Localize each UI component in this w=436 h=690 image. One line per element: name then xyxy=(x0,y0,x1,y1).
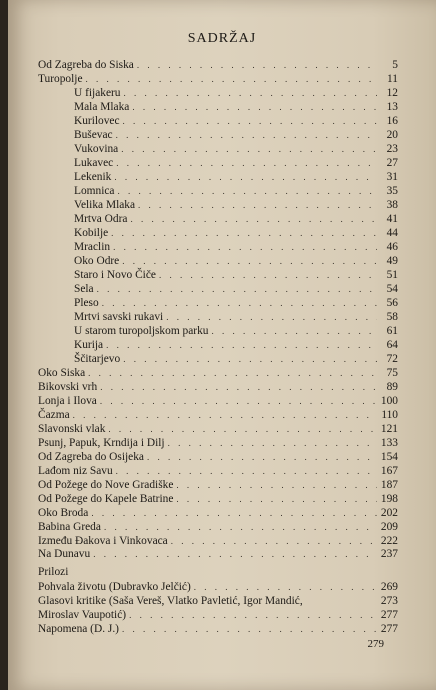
entry-page: 46 xyxy=(386,241,398,253)
entry-page: 133 xyxy=(380,437,398,449)
entry-title: Na Dunavu xyxy=(38,548,91,560)
entry-page: 31 xyxy=(386,171,398,183)
entry-page: 75 xyxy=(386,367,398,379)
toc-entry xyxy=(38,622,398,636)
entry-page: 89 xyxy=(386,381,398,393)
toc-entry xyxy=(38,58,398,72)
entry-page: 58 xyxy=(386,311,398,323)
entry-page: 154 xyxy=(380,451,398,463)
entry-page: 209 xyxy=(380,521,398,533)
entry-title: Sela xyxy=(74,283,94,295)
entry-page: 44 xyxy=(386,227,398,239)
entry-page: 54 xyxy=(386,283,398,295)
toc-subentry xyxy=(74,324,398,338)
toc-subentry xyxy=(74,240,398,254)
toc-subentry xyxy=(74,114,398,128)
leader-dots xyxy=(166,310,377,324)
entry-title: Slavonski vlak xyxy=(38,423,106,435)
entry-title: Od Zagreba do Siska xyxy=(38,59,134,71)
toc-subentry xyxy=(74,100,398,114)
toc-subentry xyxy=(74,212,398,226)
entry-page: 41 xyxy=(386,213,398,225)
entry-page: 13 xyxy=(386,101,398,113)
toc-entry xyxy=(38,547,398,561)
leader-dots xyxy=(114,170,377,184)
leader-dots xyxy=(176,478,377,492)
entry-title: Mrtva Odra xyxy=(74,213,128,225)
leader-dots xyxy=(123,114,377,128)
toc-subentry xyxy=(74,268,398,282)
entry-page: 49 xyxy=(386,255,398,267)
entry-page: 273 xyxy=(380,595,398,607)
entry-title: Lađom niz Savu xyxy=(38,465,113,477)
toc-entry xyxy=(38,408,398,422)
entry-title: Kurija xyxy=(74,339,104,351)
book-page xyxy=(8,0,436,690)
leader-dots xyxy=(122,622,377,636)
toc-entry xyxy=(38,608,398,622)
leader-dots xyxy=(123,352,377,366)
entry-page: 38 xyxy=(386,199,398,211)
entry-title: Buševac xyxy=(74,129,113,141)
entry-title: Bikovski vrh xyxy=(38,381,98,393)
entry-title: Pleso xyxy=(74,297,99,309)
entry-page: 237 xyxy=(380,548,398,560)
entry-title: Lonja i Ilova xyxy=(38,395,97,407)
leader-dots xyxy=(106,338,377,352)
toc-subentry xyxy=(74,310,398,324)
toc-subentry xyxy=(74,86,398,100)
leader-dots xyxy=(171,534,377,548)
leader-dots xyxy=(86,72,377,86)
entry-page: 167 xyxy=(380,465,398,477)
entry-title: Oko Siska xyxy=(38,367,86,379)
entry-title: Između Đakova i Vinkovaca xyxy=(38,535,168,547)
entry-title: Mraclin xyxy=(74,241,111,253)
leader-dots xyxy=(132,100,377,114)
entry-title: Oko Odre xyxy=(74,255,120,267)
entry-page: 12 xyxy=(386,87,398,99)
entry-page: 35 xyxy=(386,185,398,197)
appendix-heading: Prilozi xyxy=(38,566,69,578)
toc-entry xyxy=(38,394,398,408)
leader-dots xyxy=(113,240,377,254)
leader-dots xyxy=(93,547,377,561)
entry-title: Velika Mlaka xyxy=(74,199,136,211)
entry-page: 61 xyxy=(386,325,398,337)
entry-page: 23 xyxy=(386,143,398,155)
toc-entry xyxy=(38,72,398,86)
entry-title: Vukovina xyxy=(74,143,119,155)
entry-title: Miroslav Vaupotić) xyxy=(38,609,127,621)
toc-entry xyxy=(38,464,398,478)
entry-page: 20 xyxy=(386,129,398,141)
leader-dots xyxy=(91,506,377,520)
leader-dots xyxy=(194,580,377,594)
toc-entry xyxy=(38,520,398,534)
leader-dots xyxy=(111,226,377,240)
entry-page: 27 xyxy=(386,157,398,169)
entry-title: Kurilovec xyxy=(74,115,120,127)
toc-entry xyxy=(38,380,398,394)
toc-entry xyxy=(38,436,398,450)
entry-title: Staro i Novo Čiče xyxy=(74,269,156,281)
toc-subentry xyxy=(74,184,398,198)
entry-page: 51 xyxy=(386,269,398,281)
leader-dots xyxy=(129,608,377,622)
leader-dots xyxy=(73,408,377,422)
leader-dots xyxy=(116,128,377,142)
toc-subentry xyxy=(74,142,398,156)
leader-dots xyxy=(124,86,378,100)
entry-title: Mala Mlaka xyxy=(74,101,130,113)
toc-entry xyxy=(38,580,398,594)
toc-entry xyxy=(38,450,398,464)
entry-title: Mrtvi savski rukavi xyxy=(74,311,164,323)
leader-dots xyxy=(176,492,377,506)
entry-page: 222 xyxy=(380,535,398,547)
toc-subentry xyxy=(74,226,398,240)
leader-dots xyxy=(116,464,377,478)
leader-dots xyxy=(137,58,377,72)
entry-page: 121 xyxy=(380,423,398,435)
entry-page: 56 xyxy=(386,297,398,309)
entry-page: 277 xyxy=(380,609,398,621)
toc-entry xyxy=(38,478,398,492)
leader-dots xyxy=(138,198,377,212)
toc-entry xyxy=(38,506,398,520)
toc-entry xyxy=(38,492,398,506)
toc-entry xyxy=(38,534,398,548)
entry-title: Glasovi kritike (Saša Vereš, Vlatko Pavletić, Igor Mandić, xyxy=(38,595,303,607)
entry-page: 187 xyxy=(380,479,398,491)
toc-entry xyxy=(38,422,398,436)
leader-dots xyxy=(168,436,377,450)
entry-title: Od Zagreba do Osijeka xyxy=(38,451,144,463)
leader-dots xyxy=(122,254,377,268)
leader-dots xyxy=(147,450,377,464)
entry-page: 72 xyxy=(386,353,398,365)
entry-title: Lekenik xyxy=(74,171,112,183)
leader-dots xyxy=(100,380,377,394)
leader-dots xyxy=(88,366,377,380)
toc-subentry xyxy=(74,128,398,142)
toc-subentry xyxy=(74,296,398,310)
leader-dots xyxy=(118,184,378,198)
leader-dots xyxy=(130,212,377,226)
entry-page: 198 xyxy=(380,493,398,505)
leader-dots xyxy=(121,142,377,156)
page-title: SADRŽAJ xyxy=(187,31,257,46)
toc-subentry xyxy=(74,254,398,268)
entry-page: 277 xyxy=(380,623,398,635)
entry-title: Ščitarjevo xyxy=(74,353,121,365)
toc-subentry xyxy=(74,282,398,296)
entry-title: Čazma xyxy=(38,409,70,421)
toc-entry xyxy=(38,594,398,608)
toc-subentry xyxy=(74,352,398,366)
toc-subentry xyxy=(74,170,398,184)
entry-title: U fijakeru xyxy=(74,87,121,99)
entry-page: 269 xyxy=(380,581,398,593)
leader-dots xyxy=(211,324,377,338)
leader-dots xyxy=(97,282,377,296)
entry-page: 100 xyxy=(380,395,398,407)
leader-dots xyxy=(104,520,377,534)
entry-title: Babina Greda xyxy=(38,521,101,533)
entry-title: Pohvala životu (Dubravko Jelčić) xyxy=(38,581,191,593)
entry-title: Psunj, Papuk, Krndija i Dilj xyxy=(38,437,165,449)
entry-title: Turopolje xyxy=(38,73,83,85)
entry-title: Od Požege do Nove Gradiške xyxy=(38,479,174,491)
entry-page: 16 xyxy=(386,115,398,127)
entry-page: 5 xyxy=(392,59,398,71)
entry-title: Napomena (D. J.) xyxy=(38,623,119,635)
entry-page: 11 xyxy=(387,73,398,85)
leader-dots xyxy=(116,156,377,170)
entry-title: Oko Broda xyxy=(38,507,89,519)
entry-title: U starom turopoljskom parku xyxy=(74,325,209,337)
toc-subentry xyxy=(74,198,398,212)
toc-subentry xyxy=(74,338,398,352)
leader-dots xyxy=(102,296,377,310)
leader-dots xyxy=(100,394,377,408)
entry-page: 64 xyxy=(386,339,398,351)
toc-subentry xyxy=(74,156,398,170)
entry-page: 202 xyxy=(380,507,398,519)
entry-title: Od Požege do Kapele Batrine xyxy=(38,493,174,505)
entry-title: Lukavec xyxy=(74,157,114,169)
entry-page: 110 xyxy=(381,409,398,421)
toc-entry xyxy=(38,366,398,380)
page-number: 279 xyxy=(367,638,384,650)
leader-dots xyxy=(159,268,377,282)
entry-title: Lomnica xyxy=(74,185,115,197)
leader-dots xyxy=(108,422,377,436)
entry-title: Kobilje xyxy=(74,227,109,239)
